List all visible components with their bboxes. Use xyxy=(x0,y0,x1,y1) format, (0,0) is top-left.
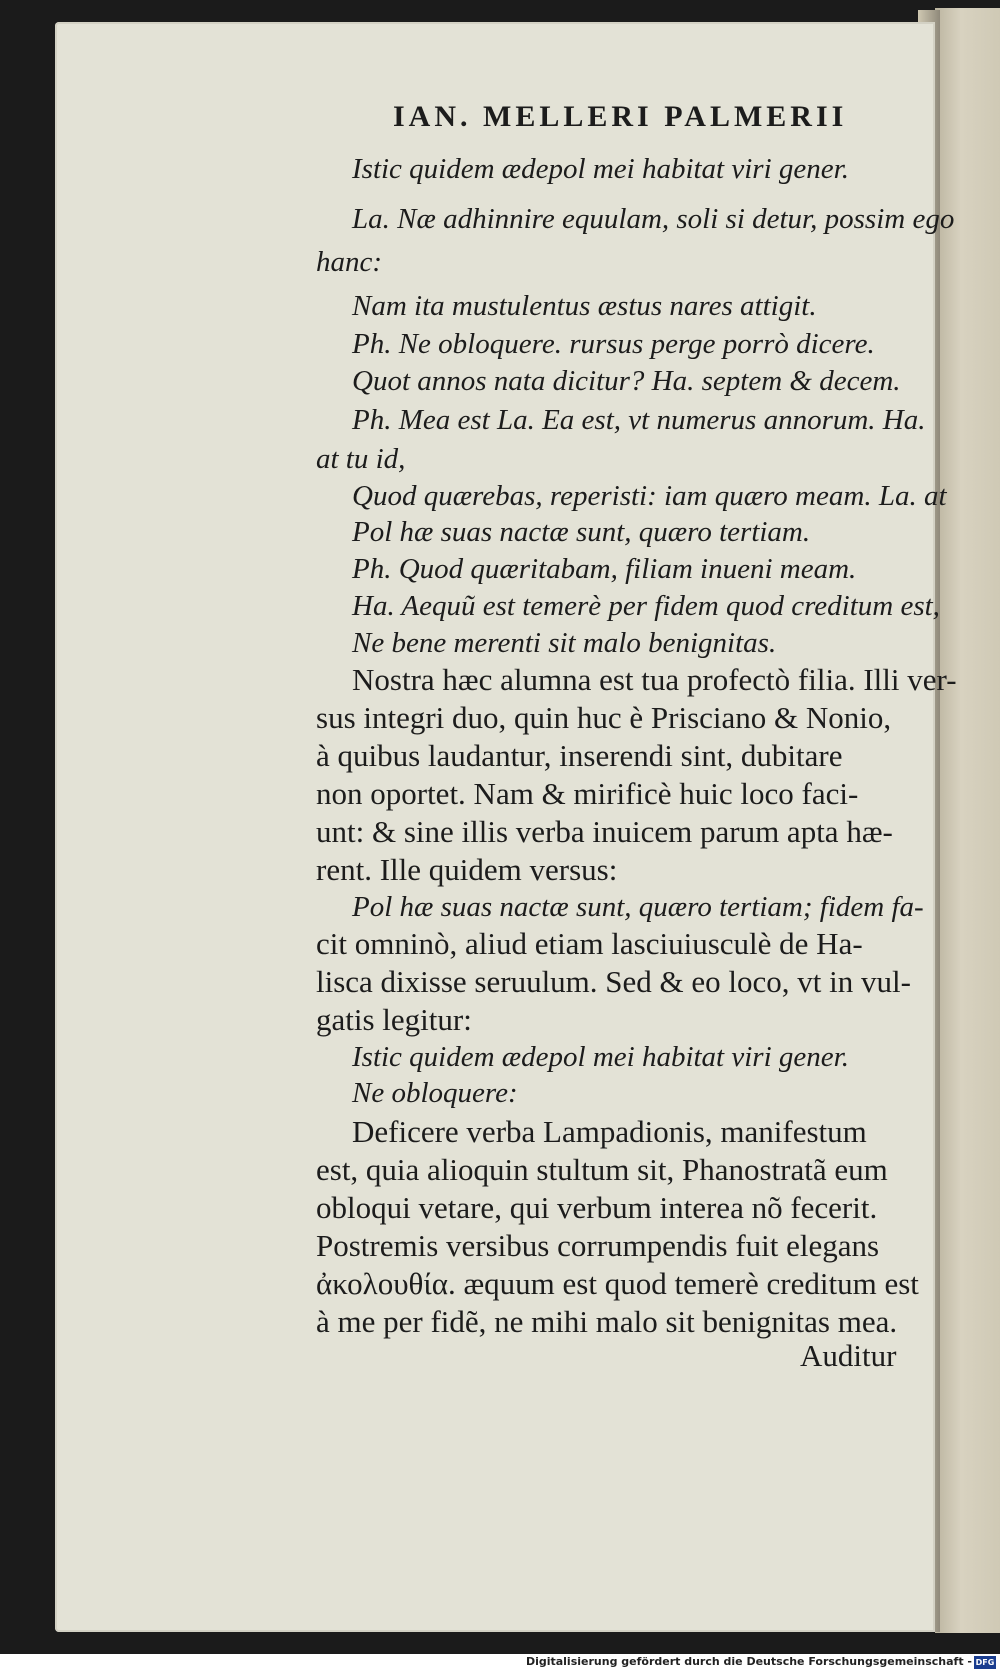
text-line: Ne bene merenti sit malo benignitas. xyxy=(352,627,777,659)
text-line: Istic quidem ædepol mei habitat viri gener. xyxy=(352,1041,849,1073)
text-line: est, quia alioquin stultum sit, Phanostratã eum xyxy=(316,1152,888,1187)
text-line: Quot annos nata dicitur? Ha. septem & decem. xyxy=(352,365,901,397)
text-line: Ph. Mea est La. Ea est, vt numerus annorum. Ha. xyxy=(352,404,926,436)
text-line: rent. Ille quidem versus: xyxy=(316,852,618,887)
text-line: cit omninò, aliud etiam lasciuiusculè de Ha- xyxy=(316,926,863,961)
text-line: La. Næ adhinnire equulam, soli si detur, possim ego xyxy=(352,203,955,235)
text-line: hanc: xyxy=(316,246,383,278)
text-line: Deficere verba Lampadionis, manifestum xyxy=(352,1114,867,1149)
catchword: Auditur xyxy=(800,1338,897,1373)
text-line: Quod quærebas, reperisti: iam quæro meam. La. at xyxy=(352,480,947,512)
text-line: at tu id, xyxy=(316,443,406,475)
text-line: obloqui vetare, qui verbum interea nõ fecerit. xyxy=(316,1190,878,1225)
text-line: sus integri duo, quin huc è Prisciano & Nonio, xyxy=(316,700,892,735)
text-line: à quibus laudantur, inserendi sint, dubitare xyxy=(316,738,843,773)
text-line: Pol hæ suas nactæ sunt, quæro tertiam; fidem fa- xyxy=(352,891,924,923)
text-line: Ne obloquere: xyxy=(352,1077,518,1109)
running-header: IAN. MELLERI PALMERII xyxy=(393,100,848,133)
facing-page-edge xyxy=(935,8,1000,1633)
text-line: unt: & sine illis verba inuicem parum apta hæ- xyxy=(316,814,893,849)
text-line: Nostra hæc alumna est tua profectò filia. Illi ver- xyxy=(352,662,957,697)
text-line: gatis legitur: xyxy=(316,1002,472,1037)
footer-credit-text: Digitalisierung gefördert durch die Deutsche Forschungsgemeinschaft - xyxy=(525,1655,972,1668)
text-line: Ph. Ne obloquere. rursus perge porrò dicere. xyxy=(352,328,875,360)
dfg-logo-icon: DFG xyxy=(975,1658,995,1667)
text-line: à me per fidẽ, ne mihi malo sit benignitas mea. xyxy=(316,1304,898,1339)
text-line: Postremis versibus corrumpendis fuit elegans xyxy=(316,1228,880,1263)
text-line: Ph. Quod quæritabam, filiam inueni meam. xyxy=(352,553,857,585)
text-line: lisca dixisse seruulum. Sed & eo loco, vt in vul- xyxy=(316,964,911,999)
text-line: Pol hæ suas nactæ sunt, quæro tertiam. xyxy=(352,516,811,548)
text-line: Nam ita mustulentus æstus nares attigit. xyxy=(352,290,817,322)
text-line: Ha. Aequũ est temerè per fidem quod creditum est, xyxy=(352,590,940,622)
text-line: non oportet. Nam & mirificè huic loco faci- xyxy=(316,776,859,811)
text-line: Istic quidem ædepol mei habitat viri gener. xyxy=(352,153,849,185)
book-page xyxy=(55,22,957,1632)
text-line: ἀκολουθία. æquum est quod temerè creditum est xyxy=(316,1266,919,1301)
